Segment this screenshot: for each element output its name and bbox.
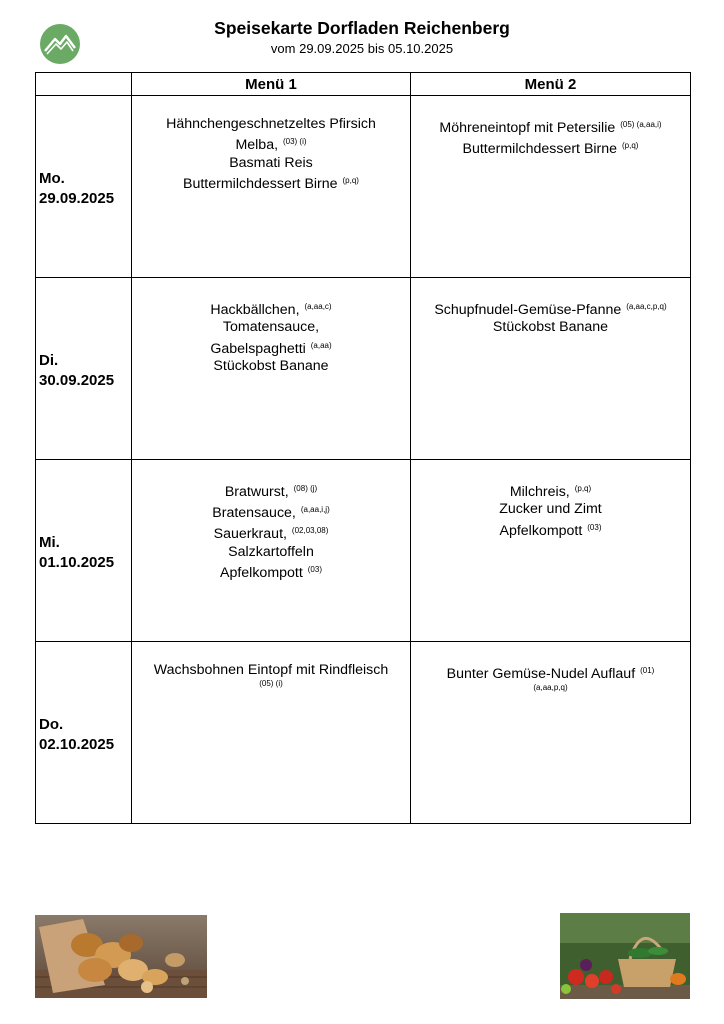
dish-name: Schupfnudel-Gemüse-Pfanne [434, 301, 622, 318]
vegetable-basket-photo [560, 913, 690, 999]
dish-name: Basmati Reis [229, 154, 313, 171]
allergen-codes: (01) [640, 666, 655, 675]
dish-line [136, 116, 406, 133]
dish-line [415, 298, 686, 319]
allergen-codes: (p,q) [574, 484, 592, 493]
dish-name: Wachsbohnen Eintopf mit Rindfleisch [153, 662, 389, 678]
dish-name: Hähnchengeschnetzeltes Pfirsich [166, 116, 376, 132]
dish-name: Tomatensauce, [222, 319, 320, 336]
menu2-cell [411, 642, 691, 824]
mountain-logo-icon [40, 24, 80, 64]
column-header-menu2: Menü 2 [411, 73, 691, 96]
dish-line [415, 519, 686, 540]
dish-line [136, 337, 406, 358]
allergen-codes: (05) (i) [259, 679, 283, 689]
dish-name: Möhreneintopf mit Petersilie [439, 119, 616, 136]
dish-line [136, 172, 406, 193]
dish-name: Zucker und Zimt [499, 501, 602, 518]
dish-line [415, 662, 686, 683]
dish-line [415, 116, 686, 137]
allergen-codes: (a,aa,c,p,q) [626, 302, 667, 311]
menu1-cell [132, 642, 411, 824]
allergen-codes: (03) [307, 565, 322, 575]
allergen-codes: (a,aa,p,q) [533, 683, 568, 693]
dish-line [415, 319, 686, 336]
table-row [36, 642, 691, 824]
page-title: Speisekarte Dorfladen Reichenberg [214, 18, 510, 38]
day-cell [36, 278, 132, 460]
dish-line [136, 501, 406, 522]
day-cell [36, 460, 132, 642]
column-header-empty [36, 73, 132, 96]
dish-name: Sauerkraut, [213, 526, 287, 543]
bread-photo [35, 915, 207, 998]
day-cell [36, 642, 132, 824]
dish-name: Apfelkompott [220, 564, 303, 581]
allergen-codes: (05) (a,aa,i) [620, 120, 662, 129]
menu1-cell [132, 460, 411, 642]
menu2-cell [411, 460, 691, 642]
table-row [36, 460, 691, 642]
day-cell [36, 96, 132, 278]
menu1-cell [132, 278, 411, 460]
dish-line [136, 544, 406, 561]
menu2-cell [411, 96, 691, 278]
allergen-codes: (08) (j) [293, 484, 318, 493]
dish-name: Bratwurst, [224, 483, 289, 500]
weekday-label: Mi. [39, 533, 60, 551]
menu-table [35, 72, 691, 824]
dish-line [136, 133, 406, 154]
dish-name: Gabelspaghetti [210, 340, 306, 357]
weekday-label: Di. [39, 351, 59, 369]
dish-name: Stückobst Banane [213, 357, 329, 374]
allergen-codes: (02,03,08) [291, 526, 329, 536]
dish-line [136, 319, 406, 336]
allergen-codes: (a,aa,i,j) [300, 505, 330, 515]
dish-name: Apfelkompott [499, 522, 583, 539]
menu2-cell [411, 278, 691, 460]
dish-line [136, 155, 406, 172]
dish-name: Bratensauce, [212, 505, 296, 521]
allergen-codes: (03) (i) [282, 137, 307, 147]
date-label: 30.09.2025 [39, 371, 115, 389]
menu1-cell [132, 96, 411, 278]
weekday-label: Do. [39, 715, 64, 733]
date-range: vom 29.09.2025 bis 05.10.2025 [270, 41, 454, 56]
allergen-codes: (03) [587, 522, 602, 532]
dish-name: Bunter Gemüse-Nudel Auflauf [446, 665, 636, 682]
dish-name: Hackbällchen, [210, 301, 300, 318]
allergen-codes: (a,aa,c) [304, 302, 332, 311]
dish-line [136, 480, 406, 501]
dish-name: Stückobst Banane [492, 319, 609, 336]
header-row [36, 73, 691, 96]
dish-name: Buttermilchdessert Birne [183, 175, 338, 192]
dish-line [136, 298, 406, 319]
dish-line [415, 501, 686, 518]
dish-line [415, 480, 686, 501]
column-header-menu1: Menü 1 [132, 73, 411, 96]
dish-name: Salzkartoffeln [228, 543, 314, 560]
dish-name: Milchreis, [509, 483, 570, 500]
allergen-codes: (p,q) [622, 141, 639, 151]
table-row [36, 278, 691, 460]
dish-name: Melba, [235, 137, 279, 154]
table-row [36, 96, 691, 278]
weekday-label: Mo. [39, 169, 65, 187]
date-label: 29.09.2025 [39, 189, 115, 207]
dish-line [136, 358, 406, 375]
dish-line [415, 137, 686, 158]
date-label: 02.10.2025 [39, 735, 115, 753]
dish-name: Buttermilchdessert Birne [462, 141, 618, 157]
dish-line [136, 561, 406, 582]
dish-line [136, 662, 406, 679]
allergen-codes: (a,aa) [310, 340, 332, 350]
dish-line [136, 522, 406, 543]
allergen-codes: (p,q) [342, 176, 359, 186]
date-label: 01.10.2025 [39, 553, 115, 571]
